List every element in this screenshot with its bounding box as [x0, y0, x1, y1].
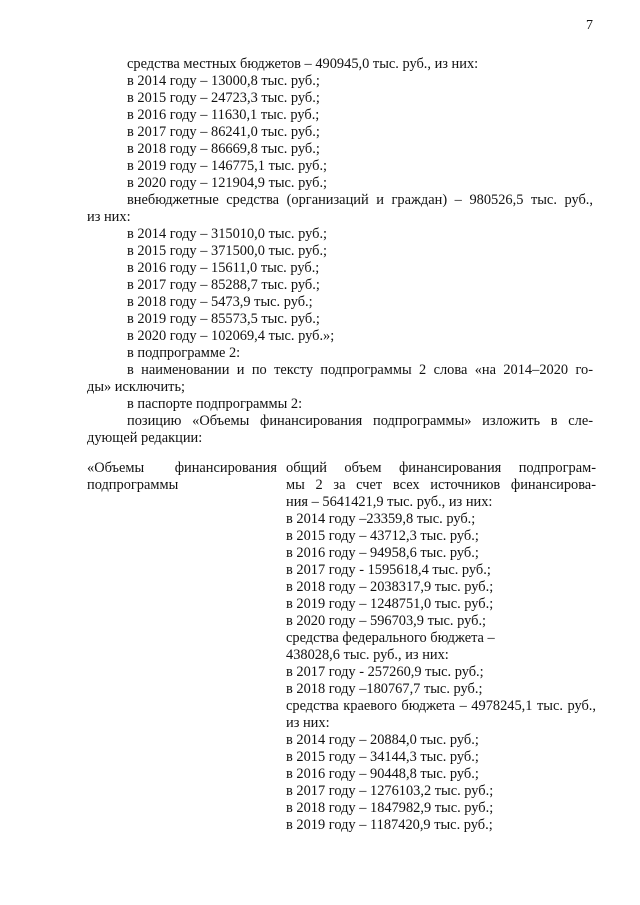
federal-year-line: в 2018 году –180767,7 тыс. руб.;: [286, 681, 483, 697]
extrabudget-year-line: в 2018 году – 5473,9 тыс. руб.;: [127, 294, 313, 310]
extrabudget-year-line: в 2017 году – 85288,7 тыс. руб.;: [127, 277, 320, 293]
local-year-line: в 2019 году – 146775,1 тыс. руб.;: [127, 158, 328, 174]
position-instruction-cont: дующей редакции:: [87, 430, 203, 446]
total-header: общий объем финансирования подпрограм-: [286, 460, 596, 476]
regional-year-line: в 2018 году – 1847982,9 тыс. руб.;: [286, 800, 494, 816]
regional-year-line: в 2017 году – 1276103,2 тыс. руб.;: [286, 783, 494, 799]
total-year-line: в 2016 году – 94958,6 тыс. руб.;: [286, 545, 479, 561]
federal-year-line: в 2017 году - 257260,9 тыс. руб.;: [286, 664, 484, 680]
local-year-line: в 2020 году – 121904,9 тыс. руб.;: [127, 175, 328, 191]
extrabudget-year-line: в 2014 году – 315010,0 тыс. руб.;: [127, 226, 328, 242]
federal-header-cont: 438028,6 тыс. руб., из них:: [286, 647, 449, 663]
total-header-cont: мы 2 за счет всех источников финансирова-: [286, 477, 596, 493]
document-body: [0, 56, 640, 447]
local-year-line: в 2015 году – 24723,3 тыс. руб.;: [127, 90, 320, 106]
local-year-line: в 2014 году – 13000,8 тыс. руб.;: [127, 73, 320, 89]
extrabudget-year-line: в 2020 году – 102069,4 тыс. руб.»;: [127, 328, 335, 344]
regional-year-line: в 2014 году – 20884,0 тыс. руб.;: [286, 732, 479, 748]
regional-year-line: в 2019 году – 1187420,9 тыс. руб.;: [286, 817, 493, 833]
extrabudget-header: внебюджетные средства (организаций и граждан) – 980526,5 тыс. руб.,: [127, 192, 593, 208]
rename-instruction-cont: ды» исключить;: [87, 379, 186, 395]
regional-header: средства краевого бюджета – 4978245,1 тыс. руб.,: [286, 698, 596, 714]
total-header-cont: ния – 5641421,9 тыс. руб., из них:: [286, 494, 493, 510]
regional-header-cont: из них:: [286, 715, 330, 731]
extrabudget-year-line: в 2019 году – 85573,5 тыс. руб.;: [127, 311, 320, 327]
total-year-line: в 2019 году – 1248751,0 тыс. руб.;: [286, 596, 494, 612]
local-year-line: в 2018 году – 86669,8 тыс. руб.;: [127, 141, 320, 157]
local-year-line: в 2017 году – 86241,0 тыс. руб.;: [127, 124, 320, 140]
total-year-line: в 2014 году –23359,8 тыс. руб.;: [286, 511, 476, 527]
table-right-column: [286, 460, 596, 834]
regional-year-line: в 2016 году – 90448,8 тыс. руб.;: [286, 766, 479, 782]
subprogram2-intro: в подпрограмме 2:: [127, 345, 241, 361]
table-left-label: «Объемы финансирования: [87, 460, 277, 476]
table-left-label-cont: подпрограммы: [87, 477, 179, 493]
total-year-line: в 2017 году - 1595618,4 тыс. руб.;: [286, 562, 491, 578]
local-year-line: в 2016 году – 11630,1 тыс. руб.;: [127, 107, 320, 123]
federal-header: средства федерального бюджета –: [286, 630, 495, 646]
page-number: 7: [586, 18, 593, 33]
total-year-line: в 2018 году – 2038317,9 тыс. руб.;: [286, 579, 494, 595]
total-year-line: в 2015 году – 43712,3 тыс. руб.;: [286, 528, 479, 544]
passport-intro: в паспорте подпрограммы 2:: [127, 396, 303, 412]
extrabudget-header-cont: из них:: [87, 209, 131, 225]
table-left-column: [87, 460, 277, 494]
extrabudget-year-line: в 2015 году – 371500,0 тыс. руб.;: [127, 243, 328, 259]
rename-instruction: в наименовании и по тексту подпрограммы 2 слова «на 2014–2020 го-: [127, 362, 593, 378]
extrabudget-year-line: в 2016 году – 15611,0 тыс. руб.;: [127, 260, 320, 276]
local-budget-header: средства местных бюджетов – 490945,0 тыс. руб., из них:: [127, 56, 479, 72]
regional-year-line: в 2015 году – 34144,3 тыс. руб.;: [286, 749, 479, 765]
position-instruction: позицию «Объемы финансирования подпрограммы» изложить в сле-: [127, 413, 593, 429]
total-year-line: в 2020 году – 596703,9 тыс. руб.;: [286, 613, 487, 629]
